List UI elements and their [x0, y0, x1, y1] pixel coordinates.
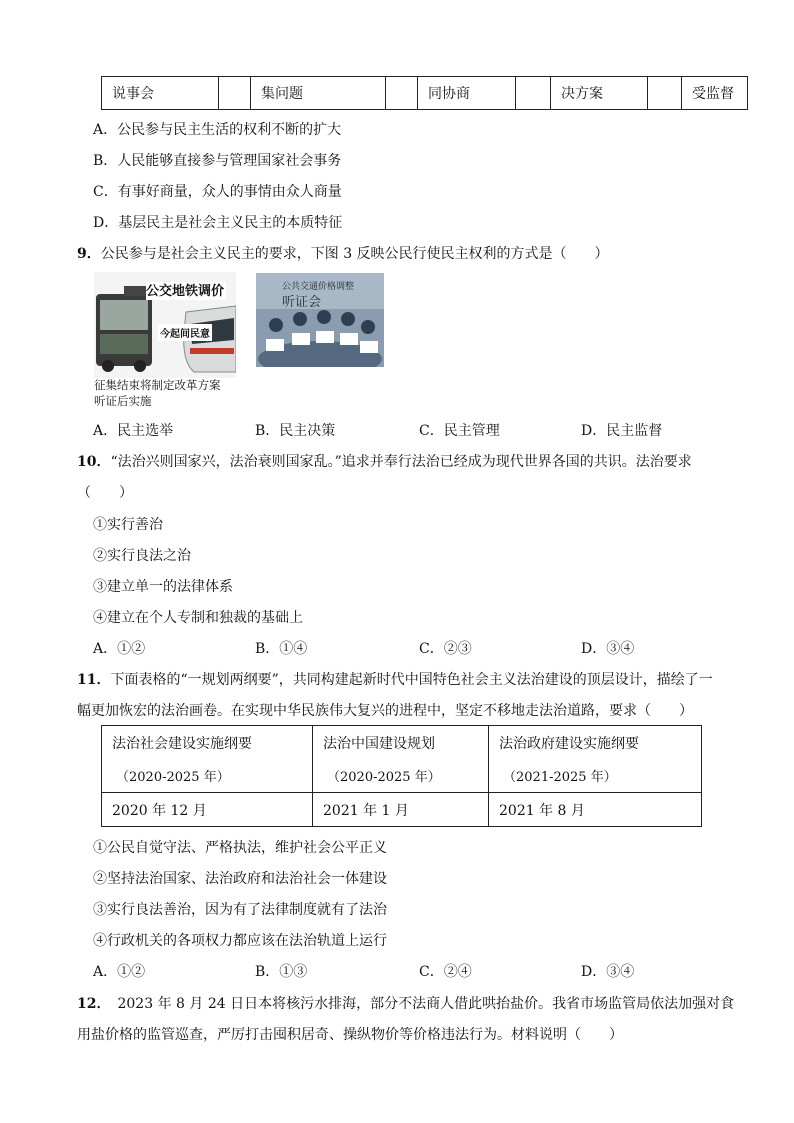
- option-c: C．民主管理: [419, 423, 500, 439]
- question-10: [77, 451, 692, 471]
- question-stem-line-1: 下面表格的“一规划两纲要”，共同构建起新时代中国特色社会主义法治建设的顶层设计，描绘了一: [110, 672, 713, 688]
- program-period-row: [102, 759, 702, 793]
- question-9: [77, 243, 609, 263]
- option-d: D．③④: [581, 964, 635, 980]
- question-stem-line-1: 2023 年 8 月 24 日日本将核污水排海，部分不法商人借此哄抬盐价。我省市场监管局依法加强对食: [103, 996, 735, 1012]
- statement-1: ①公民自觉守法、严格执法，维护社会公平正义: [93, 840, 387, 856]
- steps-table: [101, 76, 748, 110]
- option-a: A．公民参与民主生活的权利不断的扩大: [93, 122, 342, 138]
- program-date: 2021 年 8 月: [489, 793, 702, 827]
- option-c: C．有事好商量，众人的事情由众人商量: [93, 184, 342, 200]
- blank-cell: [648, 77, 682, 110]
- program-date: 2020 年 12 月: [102, 793, 313, 827]
- program-period: （2021-2025 年）: [489, 759, 702, 793]
- blank-cell: [516, 77, 551, 110]
- badge-text: 今起间民意: [158, 324, 212, 341]
- statement-2: ②坚持法治国家、法治政府和法治社会一体建设: [93, 871, 387, 887]
- option-b: B．①④: [255, 641, 308, 657]
- step-cell: 同协商: [418, 77, 516, 110]
- option-a: A．民主选举: [93, 423, 174, 439]
- question-number: 10．: [77, 454, 111, 470]
- program-title: 法治中国建设规划: [313, 726, 489, 760]
- question-stem-line-2: 用盐价格的监管巡查，严厉打击囤积居奇、操纵物价等价格违法行为。材料说明（ ）: [77, 1027, 623, 1043]
- question-12: [77, 993, 734, 1013]
- step-cell: 受监督: [682, 77, 748, 110]
- program-period: （2020-2025 年）: [102, 759, 313, 793]
- option-d: D．基层民主是社会主义民主的本质特征: [93, 215, 343, 231]
- program-title: 法治社会建设实施纲要: [102, 726, 313, 760]
- option-c: C．②④: [419, 964, 472, 980]
- question-number: 9．: [77, 246, 101, 262]
- caption-line-1: 征集结束将制定改革方案: [94, 378, 221, 392]
- option-d: D．③④: [581, 641, 635, 657]
- question-stem-line-2: 幅更加恢宏的法治画卷。在实现中华民族伟大复兴的进程中，坚定不移地走法治道路，要求（ ）: [77, 703, 693, 719]
- statement-4: ④建立在个人专制和独裁的基础上: [93, 610, 303, 626]
- option-d: D．民主监督: [581, 423, 663, 439]
- caption-line-2: 听证后实施: [94, 394, 152, 408]
- hearing-image: [256, 273, 384, 367]
- hearing-title-1: 公共交通价格调整: [282, 282, 355, 292]
- statement-4: ④行政机关的各项权力都应该在法治轨道上运行: [93, 933, 387, 949]
- program-date: 2021 年 1 月: [313, 793, 489, 827]
- bus-metro-image: [94, 272, 236, 410]
- option-b: B．①③: [255, 964, 308, 980]
- statement-1: ①实行善治: [93, 517, 163, 533]
- question-stem-line-1: “法治兴则国家兴，法治衰则国家乱。”追求并奉行法治已经成为现代世界各国的共识。法治要求: [110, 454, 692, 470]
- step-cell: 决方案: [551, 77, 648, 110]
- question-number: 11．: [77, 672, 111, 688]
- option-b: B．民主决策: [255, 423, 336, 439]
- option-a: A．①②: [93, 641, 146, 657]
- question-number: 12．: [77, 996, 104, 1012]
- blank-cell: [386, 77, 418, 110]
- option-c: C．②③: [419, 641, 472, 657]
- steps-row: [102, 77, 748, 110]
- headline-text: 公交地铁调价: [146, 284, 225, 299]
- statement-3: ③实行良法善治，因为有了法律制度就有了法治: [93, 902, 387, 918]
- question-stem-line-2: （ ）: [77, 485, 133, 501]
- option-a: A．①②: [93, 964, 146, 980]
- option-b: B．人民能够直接参与管理国家社会事务: [93, 153, 342, 169]
- program-title-row: [102, 726, 702, 760]
- program-period: （2020-2025 年）: [313, 759, 489, 793]
- question-stem: 公民参与是社会主义民主的要求，下图 3 反映公民行使民主权利的方式是（ ）: [100, 246, 609, 262]
- program-table: [101, 725, 702, 827]
- hearing-title-2: 听证会: [282, 295, 322, 310]
- step-cell: 说事会: [102, 77, 219, 110]
- step-cell: 集问题: [251, 77, 386, 110]
- statement-3: ③建立单一的法律体系: [93, 579, 233, 595]
- program-title: 法治政府建设实施纲要: [489, 726, 702, 760]
- statement-2: ②实行良法之治: [93, 548, 191, 564]
- question-11: [77, 669, 713, 689]
- blank-cell: [219, 77, 251, 110]
- program-date-row: [102, 793, 702, 827]
